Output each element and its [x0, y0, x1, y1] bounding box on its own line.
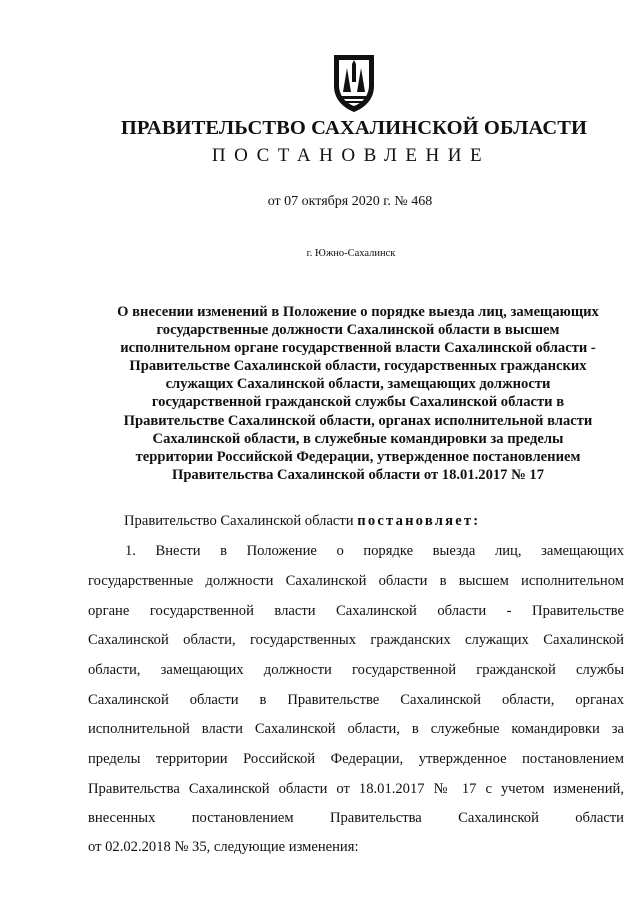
paragraph-line: внесенных постановлением Правительства Сахалинской области	[88, 810, 624, 826]
subject-line: служащих Сахалинской области, замещающих должности	[165, 376, 551, 393]
document-type: ПОСТАНОВЛЕНИЕ	[211, 145, 491, 166]
subject-line: Правительстве Сахалинской области, органах исполнительной власти	[123, 412, 593, 429]
subject-line: Правительства Сахалинской области от 18.01.2017 № 17	[171, 466, 545, 483]
paragraph-line: органе государственной власти Сахалинской области - Правительстве	[88, 603, 624, 619]
subject-line: О внесении изменений в Положение о порядке выезда лиц, замещающих	[117, 304, 599, 320]
document-subject	[92, 303, 624, 484]
document-city: г. Южно-Сахалинск	[306, 248, 396, 259]
preamble-text: Правительство Сахалинской области	[124, 513, 358, 529]
paragraph-line: 1. Внести в Положение о порядке выезда лиц, замещающих	[125, 543, 624, 559]
document-date-number: от 07 октября 2020 г. № 468	[267, 194, 433, 209]
subject-line: государственной гражданской службы Сахалинской области в	[151, 394, 565, 411]
preamble-decree-word: постановляет:	[357, 513, 481, 529]
subject-line: исполнительном органе государственной власти Сахалинской области -	[120, 340, 596, 357]
subject-line: Сахалинской области, в служебные командировки за пределы	[152, 430, 564, 447]
paragraph-line: Сахалинской области в Правительстве Сахалинской области, органах	[88, 692, 624, 708]
paragraph-line: от 02.02.2018 № 35, следующие изменения:	[88, 839, 359, 855]
sakhalin-coat-of-arms-icon	[331, 52, 377, 114]
paragraph-line: государственные должности Сахалинской области в высшем исполнительном	[88, 573, 624, 589]
paragraph-line: Сахалинской области, государственных гражданских служащих Сахалинской	[88, 632, 624, 648]
subject-line: территории Российской Федерации, утвержденное постановлением	[135, 448, 581, 465]
government-name: ПРАВИТЕЛЬСТВО САХАЛИНСКОЙ ОБЛАСТИ	[120, 117, 588, 139]
paragraph-line: Правительства Сахалинской области от 18.01.2017 № 17 с учетом изменений,	[88, 781, 624, 797]
subject-line: государственные должности Сахалинской области в высшем	[156, 322, 560, 339]
preamble	[124, 513, 624, 530]
paragraph-line: пределы территории Российской Федерации, утвержденное постановлением	[88, 751, 624, 767]
subject-line: Правительстве Сахалинской области, государственных гражданских	[129, 358, 587, 375]
paragraph-line: исполнительной власти Сахалинской области, в служебные командировки за	[88, 721, 624, 737]
paragraph-line: области, замещающих должности государственной гражданской службы	[88, 662, 624, 678]
